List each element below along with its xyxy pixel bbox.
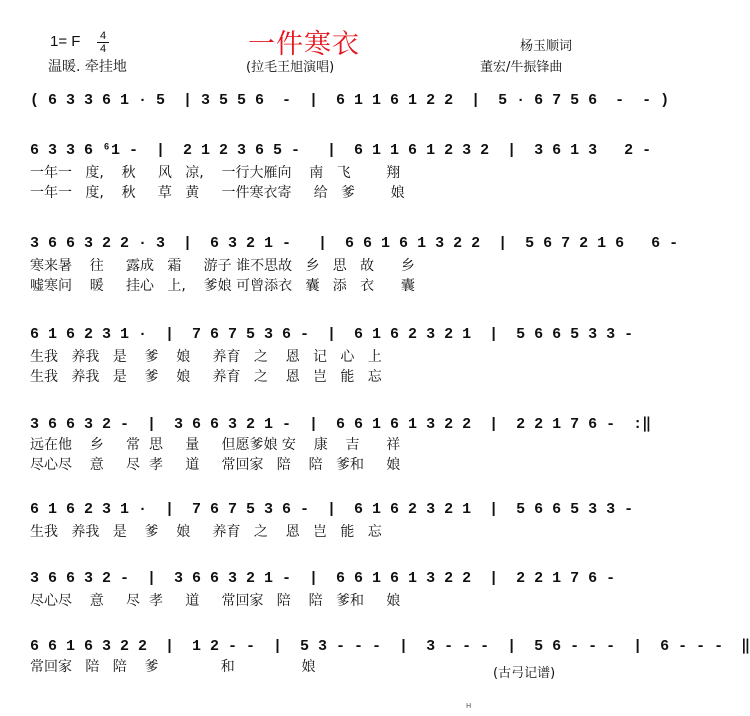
notation-line — [30, 632, 750, 656]
notation-line — [30, 88, 670, 112]
score-system-5 — [30, 410, 652, 474]
lyric-text: 生我 养我 是 爹 娘 养育 之 恩 岂 能 忘 — [30, 524, 382, 540]
score-system-7 — [30, 566, 616, 610]
transcriber-note: (古弓记谱) — [493, 666, 556, 681]
lyric-text: 尽心尽 意 尽 孝 道 常回家 陪 陪 爹和 娘 — [30, 593, 401, 609]
song-title: 一件寒衣 — [248, 29, 360, 60]
key-signature: 1= F — [50, 33, 81, 50]
notation-line — [30, 322, 634, 346]
performance-style: 温暖. 牵挂地 — [48, 59, 127, 75]
lyric-line-1 — [30, 434, 590, 454]
score-system-3 — [30, 231, 679, 295]
lyric-line-2 — [30, 182, 590, 202]
notation-text: 3 6 6 3 2 - | 3 6 6 3 2 1 - | 6 6 1 6 1 3 2 2 | 2 2 1 7 6 - :‖ — [30, 416, 652, 433]
score-system-6 — [30, 497, 634, 541]
lyric-text: 生我 养我 是 爹 娘 养育 之 恩 岂 能 忘 — [30, 369, 382, 385]
score-system-2 — [30, 138, 652, 202]
score-system-1 — [30, 88, 670, 112]
lyric-line-1 — [30, 162, 590, 182]
lyric-line-1 — [30, 521, 590, 541]
meter-bottom: 4 — [99, 43, 107, 55]
corner-mark: H — [466, 702, 472, 710]
notation-text: ( 6 3 3 6 1 · 5 | 3 5 5 6 - | 6 1 1 6 1 2 2 | 5 · 6 7 5 6 - - ) — [30, 92, 670, 109]
lyric-line-1 — [30, 255, 590, 275]
time-signature — [96, 31, 110, 54]
notation-line — [30, 410, 652, 434]
lyric-text: 寒来暑 往 露成 霜 游子 谁不思故 乡 思 故 乡 — [30, 258, 415, 274]
lyric-line-2 — [30, 275, 590, 295]
composer-credit: 董宏/牛振锋曲 — [480, 60, 563, 75]
notation-text: 6 3 3 6 ⁶1 - | 2 1 2 3 6 5 - | 6 1 1 6 1 2 3 2 | 3 6 1 3 2 - — [30, 142, 652, 159]
lyric-text: 嘘寒问 暖 挂心 上, 爹娘 可曾添衣 囊 添 衣 囊 — [30, 278, 415, 294]
meter-top: 4 — [99, 30, 107, 42]
notation-text: 6 1 6 2 3 1 · | 7 6 7 5 3 6 - | 6 1 6 2 3 2 1 | 5 6 6 5 3 3 - — [30, 501, 634, 518]
lyric-line-2 — [30, 454, 590, 474]
lyricist-credit: 杨玉顺词 — [520, 39, 573, 54]
score-system-4 — [30, 322, 634, 386]
lyric-line-1 — [30, 590, 590, 610]
lyric-text: 远在他 乡 常 思 量 但愿爹娘 安 康 吉 祥 — [30, 437, 401, 453]
lyric-text: 尽心尽 意 尽 孝 道 常回家 陪 陪 爹和 娘 — [30, 457, 401, 473]
notation-text: 3 6 6 3 2 - | 3 6 6 3 2 1 - | 6 6 1 6 1 3 2 2 | 2 2 1 7 6 - — [30, 570, 616, 587]
lyric-text: 常回家 陪 陪 爹 和 娘 — [30, 659, 316, 675]
notation-text: 3 6 6 3 2 2 · 3 | 6 3 2 1 - | 6 6 1 6 1 3 2 2 | 5 6 7 2 1 6 6 - — [30, 235, 679, 252]
performer-credit: (拉毛王旭演唱) — [246, 60, 335, 75]
notation-line — [30, 231, 679, 255]
notation-line — [30, 497, 634, 521]
lyric-text: 一年一 度, 秋 草 黄 一件寒衣寄 给 爹 娘 — [30, 185, 405, 201]
notation-text: 6 6 1 6 3 2 2 | 1 2 - - | 5 3 - - - | 3 - - - | 5 6 - - - | 6 - - - ‖ — [30, 638, 750, 655]
lyric-line-2 — [30, 366, 590, 386]
notation-line — [30, 566, 616, 590]
notation-line — [30, 138, 652, 162]
notation-text: 6 1 6 2 3 1 · | 7 6 7 5 3 6 - | 6 1 6 2 3 2 1 | 5 6 6 5 3 3 - — [30, 326, 634, 343]
lyric-line-1 — [30, 346, 590, 366]
lyric-text: 生我 养我 是 爹 娘 养育 之 恩 记 心 上 — [30, 349, 382, 365]
lyric-text: 一年一 度, 秋 风 凉, 一行大雁向 南 飞 翔 — [30, 165, 401, 181]
